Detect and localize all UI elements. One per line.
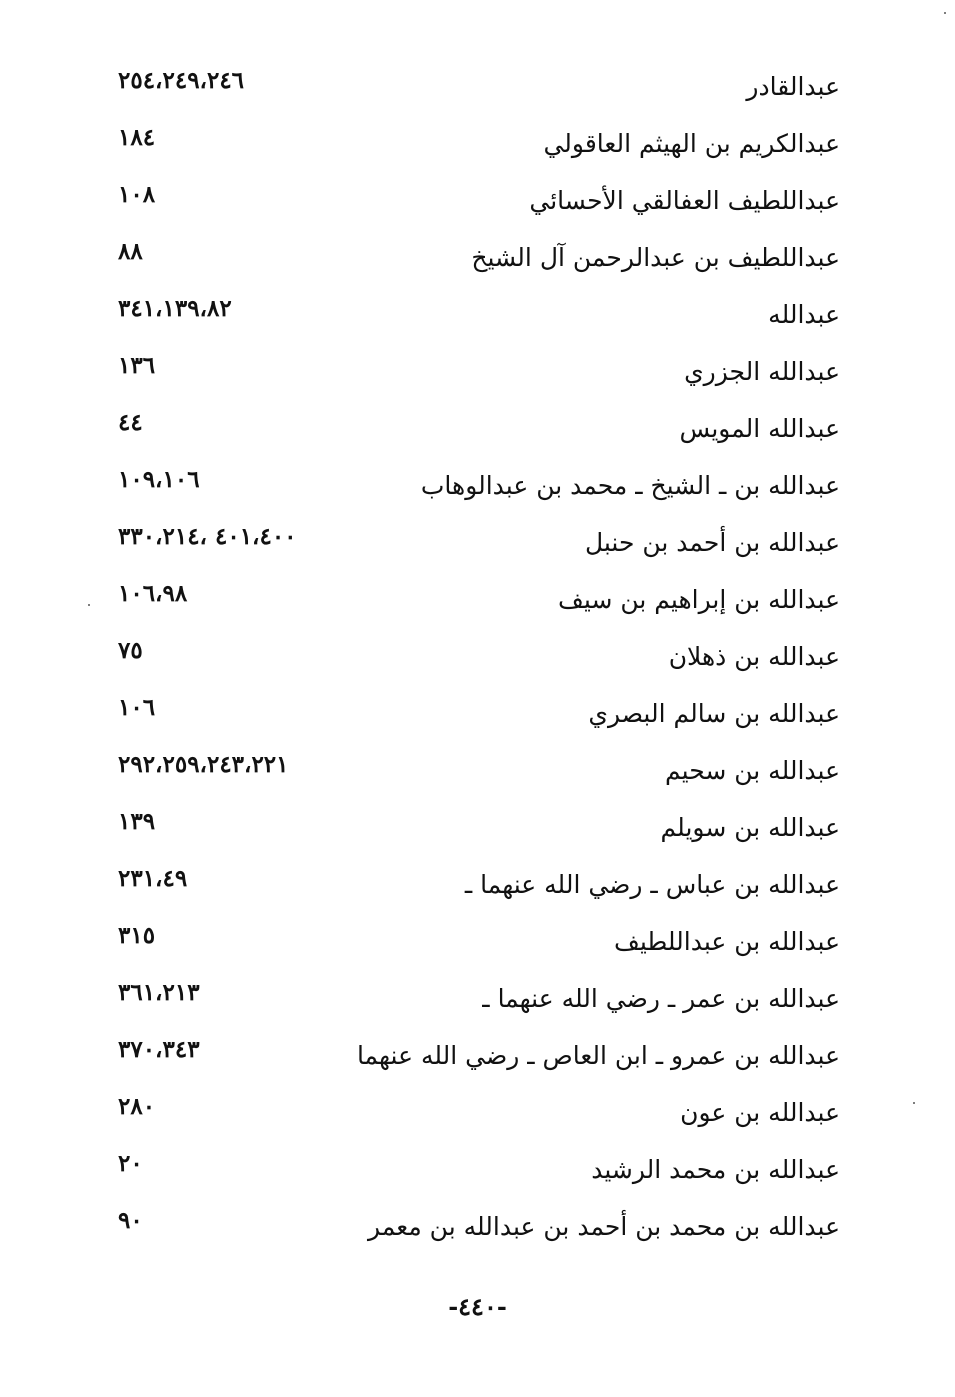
scan-speck (944, 12, 946, 14)
entry-name: عبدالله بن عمر ـ رضي الله عنهما ـ (482, 984, 840, 1013)
entry-pages: ٩٠ (118, 1207, 143, 1234)
entry-pages: ١٣٩ (118, 808, 156, 835)
index-entry (110, 687, 840, 744)
entry-pages: ٨٨ (118, 238, 143, 265)
index-entry (110, 1086, 840, 1143)
entry-pages: ٢٨٠ (118, 1093, 156, 1120)
entry-name: عبدالله بن عبداللطيف (613, 927, 840, 956)
entry-pages: ٣٤١،١٣٩،٨٢ (118, 295, 232, 322)
entry-pages: ٣١٥ (118, 922, 156, 949)
entry-pages: ١٠٦ (118, 694, 156, 721)
entry-name: عبدالله (768, 300, 840, 329)
entry-name: عبدالله بن سحيم (665, 756, 840, 785)
entry-name: عبدالله بن عمرو ـ ابن العاص ـ رضي الله عنهما (356, 1041, 840, 1070)
entry-pages: ٢٩٢،٢٥٩،٢٤٣،٢٢١ (118, 751, 289, 778)
entry-name: عبدالله المويس (679, 414, 840, 443)
entry-name: عبداللطيف العفالقي الأحسائي (529, 186, 840, 215)
entry-name: عبدالقادر (746, 72, 840, 101)
entry-pages: ١٠٩،١٠٦ (118, 466, 200, 493)
entry-pages: ٢٠ (118, 1150, 143, 1177)
entry-pages: ١٠٨ (118, 181, 156, 208)
entry-pages: ٢٣١،٤٩ (118, 865, 188, 892)
index-entry (110, 60, 840, 117)
entry-pages: ١٠٦،٩٨ (118, 580, 188, 607)
entry-name: عبدالله بن أحمد بن حنبل (584, 528, 840, 557)
index-entry (110, 1029, 840, 1086)
entry-name: عبدالكريم بن الهيثم العاقولي (543, 129, 840, 158)
index-entry (110, 174, 840, 231)
index-entry (110, 402, 840, 459)
index-entry (110, 1200, 840, 1257)
index-entry (110, 345, 840, 402)
entry-pages: ٤٠١،٤٠٠ ،٣٣٠،٢١٤ (118, 523, 297, 550)
index-entry (110, 117, 840, 174)
scan-speck (88, 604, 90, 606)
entry-pages: ٣٦١،٢١٣ (118, 979, 200, 1006)
index-entry (110, 744, 840, 801)
entry-name: عبدالله الجزري (684, 357, 840, 386)
index-entry (110, 630, 840, 687)
entry-pages: ٧٥ (118, 637, 143, 664)
entry-name: عبدالله بن محمد الرشيد (591, 1155, 840, 1184)
index-entry (110, 288, 840, 345)
index-entry (110, 573, 840, 630)
entry-name: عبدالله بن سالم البصري (588, 699, 840, 728)
index-entry (110, 915, 840, 972)
entry-pages: ٤٤ (118, 409, 143, 436)
entry-pages: ٣٧٠،٣٤٣ (118, 1036, 200, 1063)
entry-pages: ١٣٦ (118, 352, 156, 379)
entry-name: عبدالله بن إبراهيم بن سيف (558, 585, 840, 614)
entry-pages: ٢٥٤،٢٤٩،٢٤٦ (118, 67, 245, 94)
index-entry (110, 1143, 840, 1200)
entry-name: عبداللطيف بن عبدالرحمن آل الشيخ (471, 243, 840, 272)
entry-name: عبدالله بن ـ الشيخ ـ محمد بن عبدالوهاب (420, 471, 840, 500)
index-entry (110, 972, 840, 1029)
page-number: -٤٤٠- (448, 1292, 507, 1321)
index-entry (110, 459, 840, 516)
index-entry (110, 858, 840, 915)
entry-name: عبدالله بن ذهلان (668, 642, 840, 671)
entry-name: عبدالله بن سويلم (660, 813, 840, 842)
entry-name: عبدالله بن محمد بن أحمد بن عبدالله بن معمر (368, 1212, 840, 1241)
entry-name: عبدالله بن عباس ـ رضي الله عنهما ـ (464, 870, 840, 899)
scan-speck (913, 1102, 915, 1104)
index-entry (110, 801, 840, 858)
entry-name: عبدالله بن عون (680, 1098, 840, 1127)
index-entry (110, 231, 840, 288)
entry-pages: ١٨٤ (118, 124, 156, 151)
index-list (110, 60, 840, 1257)
index-entry (110, 516, 840, 573)
